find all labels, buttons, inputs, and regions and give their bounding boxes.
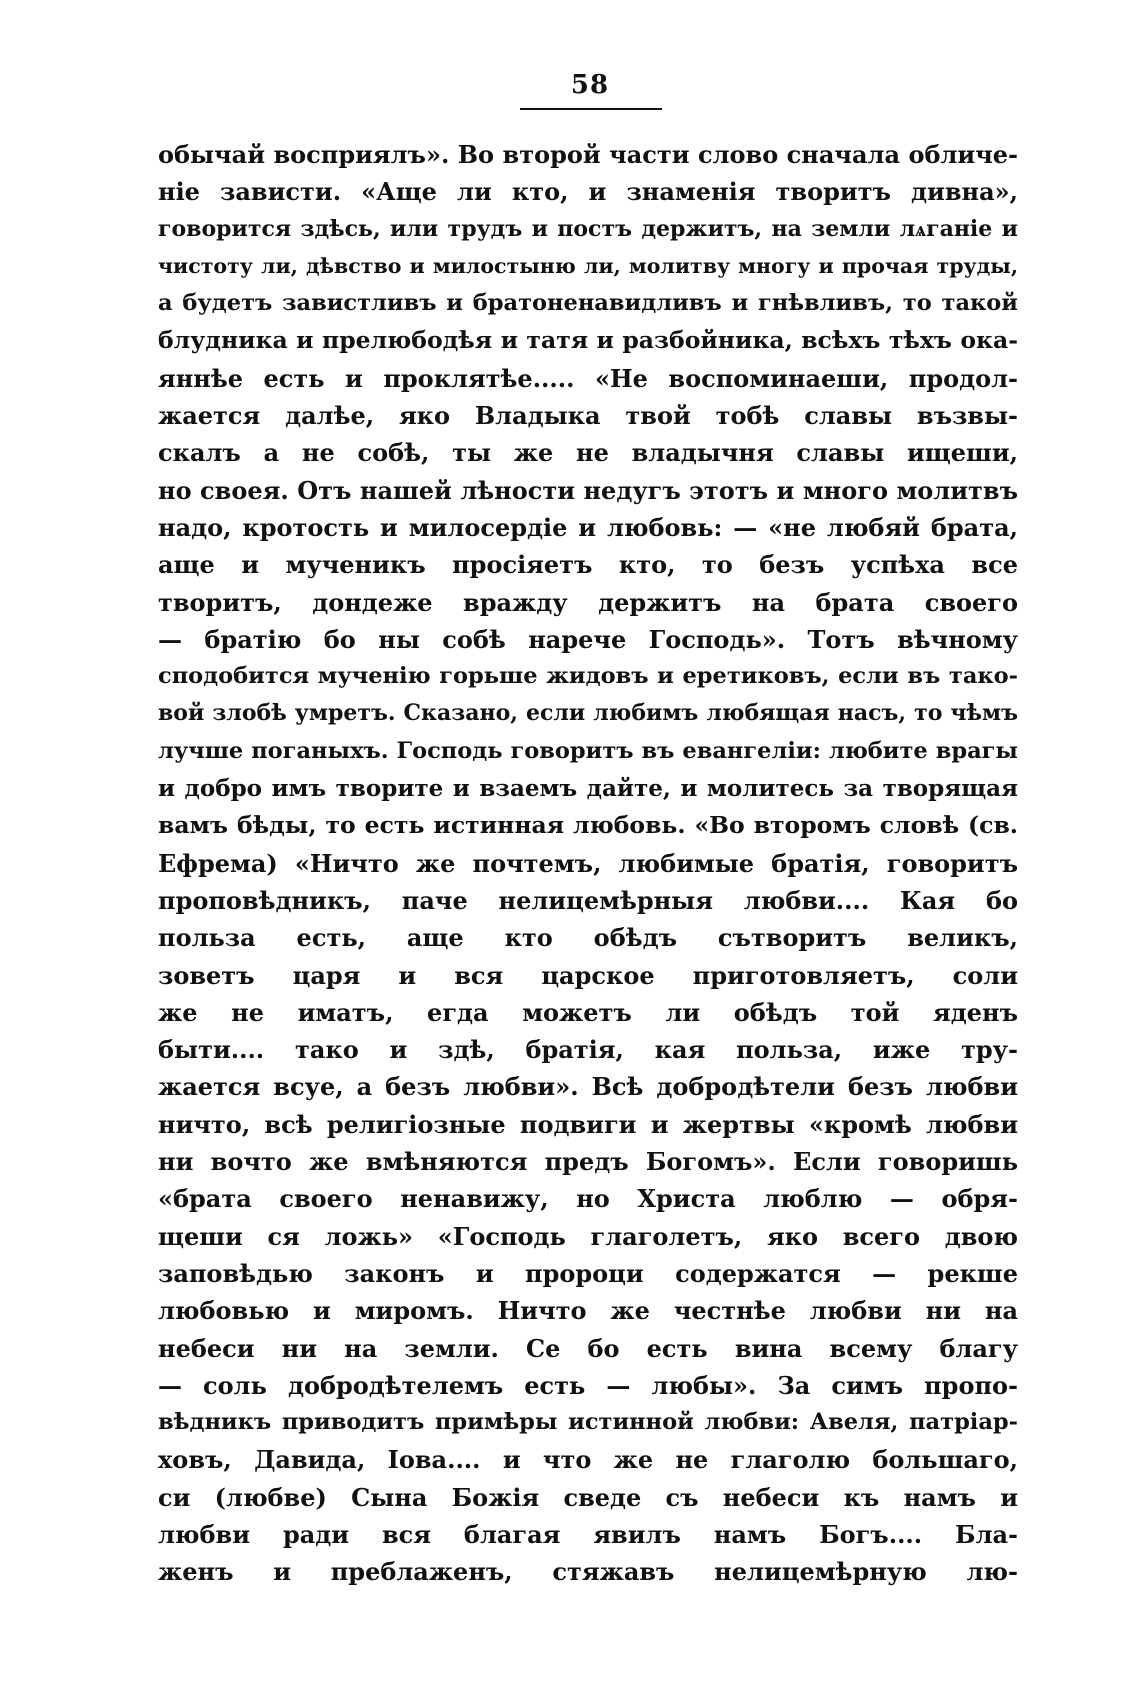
text-line: вамъ бѣды, то есть истинная любовь. «Во второмъ словѣ (св. [158,811,1018,840]
text-line: Ефрема) «Ничто же почтемъ, любимые братія, говоритъ [158,848,1018,878]
text-line: небеси ни на земли. Се бо есть вина всему благу [158,1333,1018,1363]
text-line: сподобится мученію горьше жидовъ и еретиковъ, если въ тако- [158,663,1018,690]
text-line: говорится здѣсь, или трудъ и постъ держитъ, на земли лѧганіе и [158,215,1018,242]
text-line: блудника и прелюбодѣя и татя и разбойника, всѣхъ тѣхъ ока- [158,326,1018,355]
text-line: — соль добродѣтелемъ есть — любы». За симъ пропо- [158,1370,1018,1400]
text-line: жается далѣе, яко Владыка твой тобѣ славы възвы- [158,401,1018,431]
text-line: ховъ, Давида, Іова.... и что же не глаголю большаго, [158,1445,1018,1475]
text-line: а будетъ завистливъ и братоненавидливъ и гнѣвливъ, то такой [158,290,1018,317]
text-line: ни вочто же вмѣняются предъ Богомъ». Если говоришь [158,1147,1018,1177]
text-line: творитъ, дондеже вражду держитъ на брата своего [158,587,1018,617]
text-line: аще и мученикъ просіяетъ кто, то безъ успѣха все [158,550,1018,580]
text-line: женъ и преблаженъ, стяжавъ нелицемѣрную лю- [158,1557,1018,1587]
text-line: ничто, всѣ религіозные подвиги и жертвы «кромѣ любви [158,1109,1018,1139]
text-line: но своея. Отъ нашей лѣности недугъ этотъ и много молитвъ [158,475,1018,505]
text-line: вѣдникъ приводитъ примѣры истинной любви: Авеля, патріар- [158,1409,1018,1436]
text-line: ніе зависти. «Аще ли кто, и знаменія творитъ дивна», [158,177,1018,207]
text-line: яннѣе есть и проклятѣе..... «Не воспоминаеши, продол- [158,363,1018,393]
text-line: чистоту ли, дѣвство и милостыню ли, молитву многу и прочая труды, [158,253,1018,278]
body-text [158,136,1018,1591]
text-line: лучше поганыхъ. Господь говоритъ въ евангеліи: любите врагы [158,737,1018,764]
text-line: «брата своего ненавижу, но Христа люблю — обря- [158,1184,1018,1214]
text-line: скалъ а не собѣ, ты же не владычня славы ищеши, [158,438,1018,468]
page-number: 58 [570,70,610,100]
text-line: щеши ся ложь» «Господь глаголетъ, яко всего двою [158,1221,1018,1251]
text-line: польза есть, аще кто обѣдъ сътворитъ великъ, [158,923,1018,953]
text-line: любовью и миромъ. Ничто же честнѣе любви ни на [158,1296,1018,1326]
text-line: жается всуе, а безъ любви». Всѣ добродѣтели безъ любви [158,1072,1018,1102]
text-line: надо, кротость и милосердіе и любовь: — «не любяй брата, [158,512,1018,542]
text-line: и добро имъ творите и взаемъ дайте, и молитесь за творящая [158,775,1018,803]
text-line: заповѣдью законъ и пророци содержатся — рекше [158,1258,1018,1288]
text-line: проповѣдникъ, паче нелицемѣрныя любви.... Кая бо [158,885,1018,915]
text-line: быти.... тако и здѣ, братія, кая польза, иже тру- [158,1035,1018,1065]
text-line: зоветъ царя и вся царское приготовляетъ, соли [158,960,1018,990]
page-number-rule [520,108,662,110]
text-line: вой злобѣ умретъ. Сказано, если любимъ любящая насъ, то чѣмъ [158,700,1018,727]
text-line: любви ради вся благая явилъ намъ Богъ.... Бла- [158,1519,1018,1549]
text-line: обычай восприялъ». Во второй части слово сначала обличе- [158,140,1018,169]
text-line: — братію бо ны собѣ нарече Господь». Тотъ вѣчному [158,624,1018,654]
text-line: же не иматъ, егда можетъ ли обѣдъ той яденъ [158,997,1018,1027]
text-line: си (любве) Сына Божія сведе съ небеси къ намъ и [158,1482,1018,1512]
